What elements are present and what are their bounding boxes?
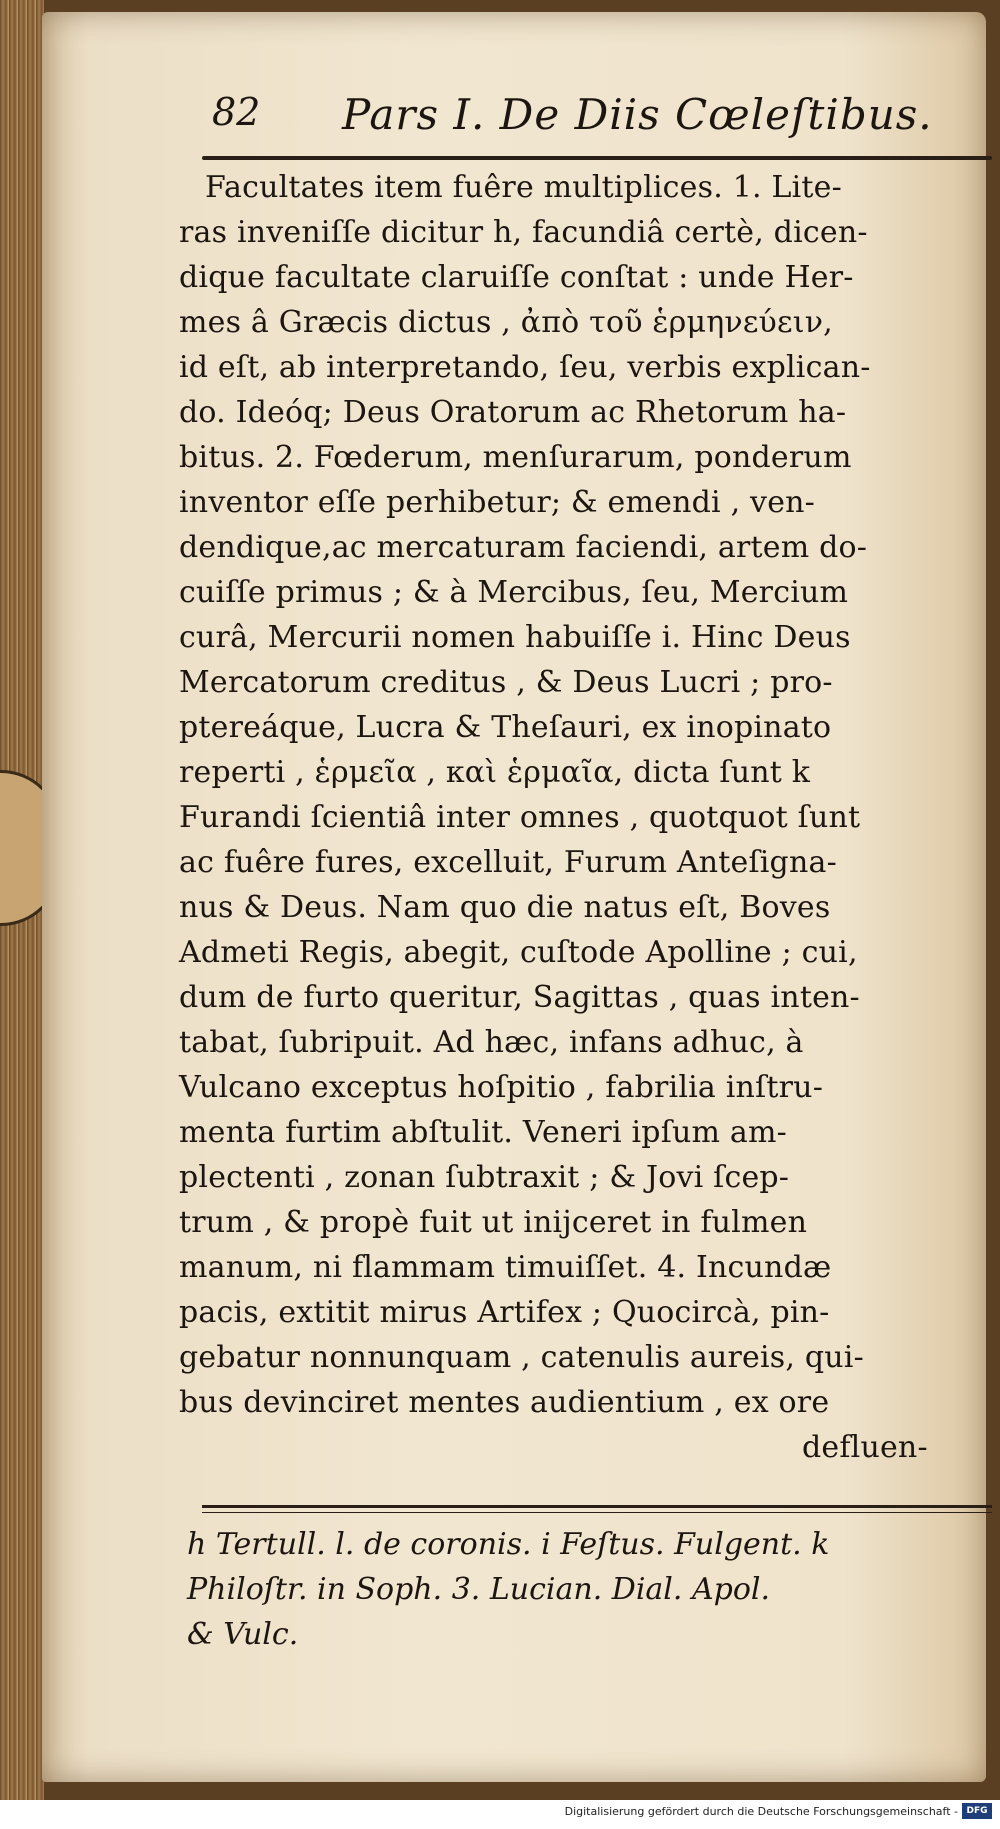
body-line: Furandi ſcientiâ inter omnes , quotquot ſunt [179,800,861,835]
body-line: id eſt, ab interpretando, ſeu, verbis explican- [179,350,871,385]
body-line: bus devinciret mentes audientium , ex ore [179,1385,830,1420]
body-line: pacis, extitit mirus Artifex ; Quocircà, pin- [179,1295,830,1330]
body-line: mes â Græcis dictus , ἀπὸ τοῦ ἑρμηνεύειν, [179,305,833,340]
body-line: ac fuêre fures, excelluit, Furum Anteſigna- [179,845,837,880]
body-line: dique facultate claruiſſe conſtat : unde Her- [179,260,854,295]
footnote-rule-thin [202,1512,992,1513]
footnote-line: h Tertull. l. de coronis. i Feſtus. Fulgent. k [187,1527,830,1562]
body-line: Facultates item fuêre multiplices. 1. Lite- [205,170,842,205]
footnote-line: & Vulc. [187,1617,299,1652]
body-line: Admeti Regis, abegit, cuſtode Apolline ; cui, [179,935,858,970]
body-line: bitus. 2. Fœderum, menſurarum, ponderum [179,440,852,475]
body-line: Mercatorum creditus , & Deus Lucri ; pro- [179,665,833,700]
body-line: ptereáque, Lucra & Theſauri, ex inopinato [179,710,832,745]
body-line: curâ, Mercurii nomen habuiſſe i. Hinc Deus [179,620,851,655]
body-line: manum, ni flammam timuiſſet. 4. Incundæ [179,1250,832,1285]
page-paper [42,12,986,1782]
running-title: Pars I. De Diis Cœleſtibus. [342,90,933,139]
body-line: dum de furto queritur, Sagittas , quas inten- [179,980,860,1015]
body-line: dendique,ac mercaturam faciendi, artem do- [179,530,868,565]
book-page-edges [0,0,44,1800]
header-rule [202,156,992,160]
body-line: nus & Deus. Nam quo die natus eſt, Boves [179,890,831,925]
body-line: do. Ideóq; Deus Oratorum ac Rhetorum ha- [179,395,847,430]
footnote-rule [202,1505,992,1508]
page-number: 82 [212,90,261,134]
dfg-logo-icon: DFG [962,1803,992,1819]
body-line: trum , & propè fuit ut inijceret in fulmen [179,1205,808,1240]
body-line: Vulcano exceptus hoſpitio , fabrilia inſtru- [179,1070,824,1105]
catchword: defluen- [802,1430,928,1465]
body-line: inventor eſſe perhibetur; & emendi , ven- [179,485,816,520]
body-line: menta furtim abſtulit. Veneri ipſum am- [179,1115,787,1150]
body-line: tabat, ſubripuit. Ad hæc, infans adhuc, à [179,1025,804,1060]
body-line: ras inveniſſe dicitur h, facundiâ certè, dicen- [179,215,868,250]
footnote-line: Philoſtr. in Soph. 3. Lucian. Dial. Apol. [187,1572,771,1607]
body-line: plectenti , zonan ſubtraxit ; & Jovi ſcep- [179,1160,790,1195]
body-line: reperti , ἑρμεῖα , καὶ ἑρμαῖα, dicta ſunt k [179,755,811,790]
body-line: cuiſſe primus ; & à Mercibus, ſeu, Mercium [179,575,849,610]
digitization-credit: Digitalisierung gefördert durch die Deutsche Forschungsgemeinschaft - [564,1805,958,1818]
body-line: gebatur nonnunquam , catenulis aureis, qui- [179,1340,864,1375]
